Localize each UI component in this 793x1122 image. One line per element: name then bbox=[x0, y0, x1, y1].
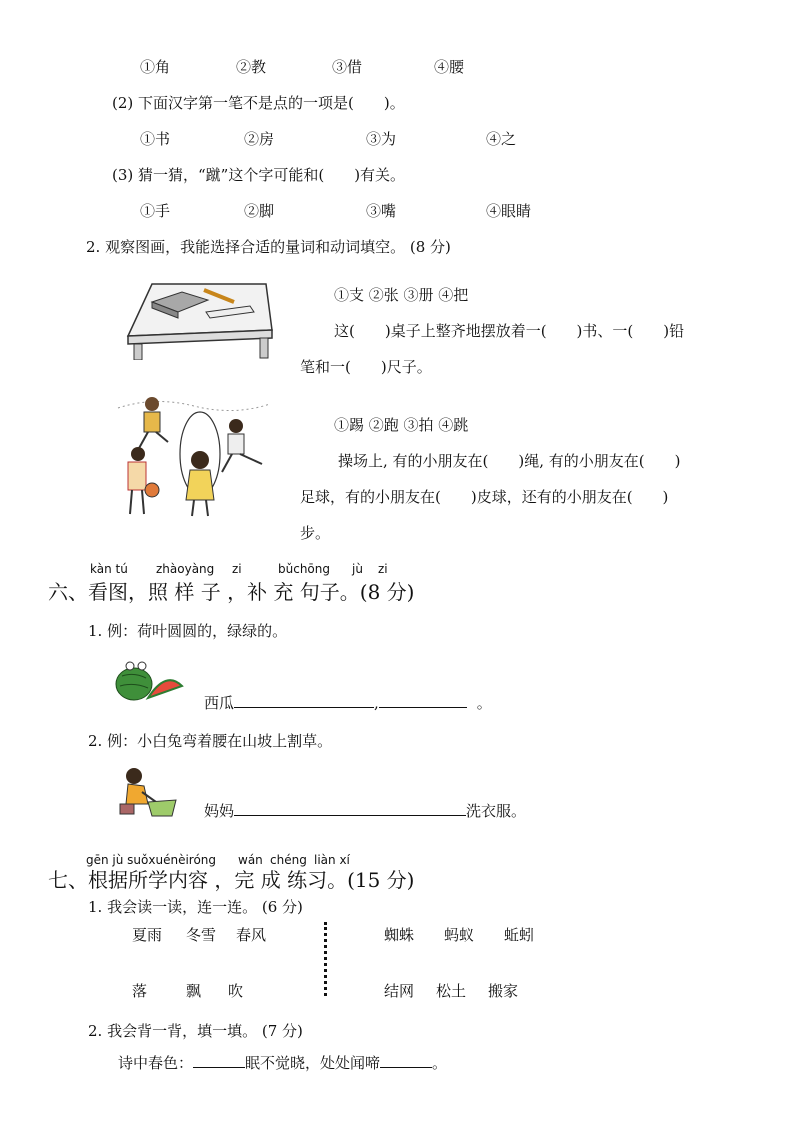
s6-ex1-subject: 西瓜 bbox=[204, 694, 235, 712]
s6-ex1-blank-1[interactable] bbox=[234, 692, 374, 708]
q1-option-3: ③借 bbox=[332, 58, 363, 76]
desk-illustration bbox=[124, 276, 274, 360]
block2-line2: 足球，有的小朋友在( )皮球，还有的小朋友在( ) bbox=[300, 488, 669, 506]
s6-ex1-comma: , bbox=[374, 694, 379, 712]
match-left-bottom-1[interactable]: 落 bbox=[132, 982, 148, 1000]
s6-ex1-blank-2[interactable] bbox=[379, 692, 467, 708]
s6-example1: 1. 例：荷叶圆圆的，绿绿的。 bbox=[88, 622, 288, 640]
mother-washing-illustration bbox=[114, 766, 178, 818]
section7-title: 七、根据所学内容 ，完 成 练习。(15 分) bbox=[48, 868, 415, 892]
q2-option-2: ②房 bbox=[244, 130, 275, 148]
s7-q1-text: 1. 我会读一读，连一连。 (6 分) bbox=[88, 898, 303, 916]
match-left-top-2[interactable]: 冬雪 bbox=[186, 926, 217, 944]
watermelon-illustration bbox=[114, 654, 184, 704]
block1-line2: 笔和一( )尺子。 bbox=[300, 358, 432, 376]
block2-line3: 步。 bbox=[300, 524, 331, 542]
playground-illustration bbox=[114, 392, 274, 520]
match-right-top-1[interactable]: 蜘蛛 bbox=[384, 926, 415, 944]
s6-pinyin-5: jù bbox=[352, 562, 363, 576]
match-left-top-3[interactable]: 春风 bbox=[236, 926, 267, 944]
match-right-bottom-3[interactable]: 搬家 bbox=[488, 982, 519, 1000]
q3-option-2: ②脚 bbox=[244, 202, 275, 220]
s7-pinyin-3: chéng bbox=[270, 853, 307, 867]
s6-pinyin-6: zi bbox=[378, 562, 388, 576]
s7-pinyin-4: liàn xí bbox=[314, 853, 350, 867]
q1-option-4: ④腰 bbox=[434, 58, 465, 76]
block1-line1: 这( )桌子上整齐地摆放着一( )书、一( )铅 bbox=[334, 322, 685, 340]
part2-heading: 2. 观察图画，我能选择合适的量词和动词填空。 (8 分) bbox=[86, 238, 451, 256]
q2-option-4: ④之 bbox=[486, 130, 517, 148]
q3-option-3: ③嘴 bbox=[366, 202, 397, 220]
q3-option-1: ①手 bbox=[140, 202, 171, 220]
s6-example2: 2. 例：小白兔弯着腰在山坡上割草。 bbox=[88, 732, 333, 750]
block2-options: ①踢 ②跑 ③拍 ④跳 bbox=[334, 416, 469, 434]
s7-q2-answer bbox=[118, 1052, 447, 1073]
q3-option-4: ④眼睛 bbox=[486, 202, 532, 220]
match-left-top-1[interactable]: 夏雨 bbox=[132, 926, 163, 944]
s7-q2-blank-2[interactable] bbox=[380, 1052, 432, 1068]
q2-option-1: ①书 bbox=[140, 130, 171, 148]
block1-options: ①支 ②张 ③册 ④把 bbox=[334, 286, 469, 304]
s7-q2-blank-1[interactable] bbox=[193, 1052, 245, 1068]
q3-text: (3) 猜一猜，“蹴”这个字可能和( )有关。 bbox=[112, 166, 406, 184]
s6-ex1-answer bbox=[204, 692, 492, 713]
s7-q2-middle: 眠不觉晓，处处闻啼 bbox=[245, 1054, 381, 1072]
match-right-bottom-1[interactable]: 结网 bbox=[384, 982, 415, 1000]
q2-option-3: ③为 bbox=[366, 130, 397, 148]
s6-pinyin-3: zi bbox=[232, 562, 242, 576]
s7-q2-text: 2. 我会背一背，填一填。 (7 分) bbox=[88, 1022, 303, 1040]
s7-pinyin-2: wán bbox=[238, 853, 263, 867]
match-left-bottom-3[interactable]: 吹 bbox=[228, 982, 244, 1000]
s6-ex2-answer bbox=[204, 800, 526, 821]
s6-pinyin-2: zhàoyàng bbox=[156, 562, 215, 576]
match-right-top-2[interactable]: 蚂蚁 bbox=[444, 926, 475, 944]
section6-title: 六、看图，照 样 子 ，补 充 句子。(8 分) bbox=[48, 580, 415, 604]
s7-pinyin-1: gēn jù suǒxuénèiróng bbox=[86, 853, 217, 867]
q2-text: (2) 下面汉字第一笔不是点的一项是( )。 bbox=[112, 94, 405, 112]
block2-line1: 操场上, 有的小朋友在( )绳, 有的小朋友在( ) bbox=[338, 452, 681, 470]
q1-option-1: ①角 bbox=[140, 58, 171, 76]
s6-ex1-period: 。 bbox=[476, 694, 492, 712]
s6-pinyin-1: kàn tú bbox=[90, 562, 128, 576]
s7-q2-end: 。 bbox=[432, 1054, 448, 1072]
s7-q2-prefix: 诗中春色： bbox=[118, 1054, 194, 1072]
match-right-top-3[interactable]: 蚯蚓 bbox=[504, 926, 535, 944]
match-right-bottom-2[interactable]: 松土 bbox=[436, 982, 467, 1000]
s6-pinyin-4: bǔchōng bbox=[278, 562, 330, 576]
match-left-bottom-2[interactable]: 飘 bbox=[186, 982, 202, 1000]
s6-ex2-subject: 妈妈 bbox=[204, 802, 235, 820]
q1-option-2: ②教 bbox=[236, 58, 267, 76]
s6-ex2-ending: 洗衣服。 bbox=[466, 802, 527, 820]
match-divider bbox=[324, 922, 327, 996]
s6-ex2-blank[interactable] bbox=[234, 800, 466, 816]
